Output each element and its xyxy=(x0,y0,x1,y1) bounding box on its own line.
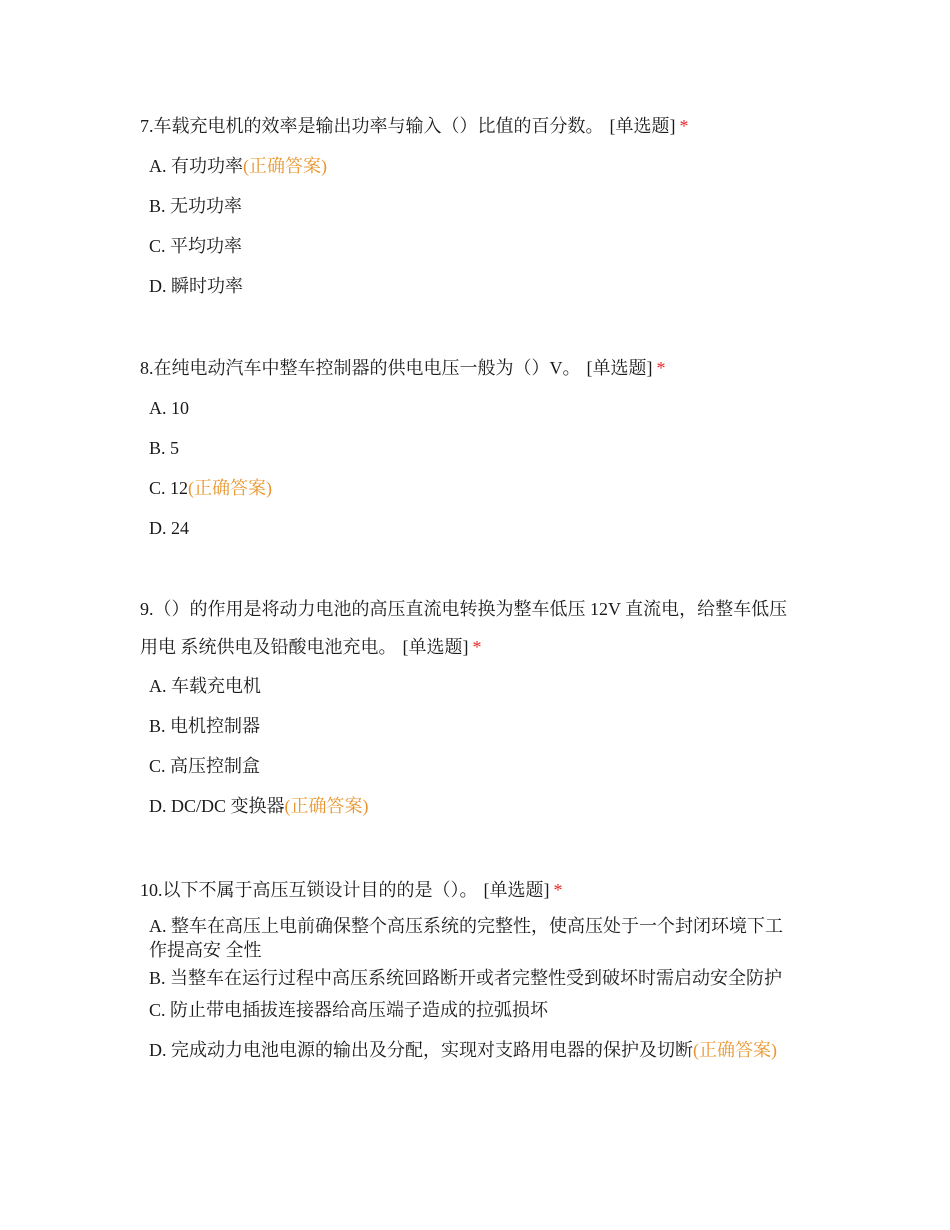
option-text: D. DC/DC 变换器 xyxy=(149,796,285,816)
required-mark: * xyxy=(472,637,482,657)
option-a xyxy=(149,146,820,186)
option-text: A. 10 xyxy=(149,398,189,418)
option-text: D. 24 xyxy=(149,518,189,538)
question-type-label: [单选题] xyxy=(586,358,653,378)
correct-answer-label: (正确答案) xyxy=(243,156,327,176)
option-b xyxy=(149,186,820,226)
option-list xyxy=(140,388,820,548)
option-text: C. 平均功率 xyxy=(149,236,243,256)
correct-answer-label: (正确答案) xyxy=(188,478,273,498)
option-list xyxy=(140,146,820,306)
option-c xyxy=(149,990,820,1030)
option-text: D. 瞬时功率 xyxy=(149,276,243,296)
option-text: C. 防止带电插拔连接器给高压端子造成的拉弧损坏 xyxy=(149,1000,549,1020)
option-text: B. 无功功率 xyxy=(149,196,243,216)
question-text-line-1: 9.（）的作用是将动力电池的高压直流电转换为整车低压 12V 直流电，给整车低压 xyxy=(140,599,788,619)
correct-answer-label: (正确答案) xyxy=(284,796,369,816)
option-d xyxy=(149,1030,820,1070)
option-a xyxy=(149,388,820,428)
option-text: C. 12 xyxy=(149,478,189,498)
option-c xyxy=(149,746,820,786)
required-mark: * xyxy=(679,116,689,136)
question-text: 8.在纯电动汽车中整车控制器的供电电压一般为（）V。 xyxy=(140,358,581,378)
required-mark: * xyxy=(656,358,666,378)
option-list xyxy=(140,666,820,826)
question-title xyxy=(140,870,820,910)
option-a xyxy=(149,666,820,706)
option-text: A. 车载充电机 xyxy=(149,676,261,696)
option-b xyxy=(149,428,820,468)
option-b xyxy=(149,962,799,990)
question-title xyxy=(140,106,820,146)
option-text: B. 5 xyxy=(149,438,180,458)
question-text: 7.车载充电机的效率是输出功率与输入（）比值的百分数。 xyxy=(140,116,604,136)
question-7 xyxy=(140,106,820,306)
question-10 xyxy=(140,870,820,1070)
option-text: B. 当整车在运行过程中高压系统回路断开或者完整性受到破坏时需启动安全防护 xyxy=(149,968,783,988)
correct-answer-label: (正确答案) xyxy=(693,1040,777,1060)
question-text: 10.以下不属于高压互锁设计目的的是（）。 xyxy=(140,880,478,900)
option-b xyxy=(149,706,820,746)
question-9 xyxy=(140,590,820,826)
option-c xyxy=(149,468,820,508)
option-d xyxy=(149,508,820,548)
option-text: C. 高压控制盒 xyxy=(149,756,261,776)
option-d xyxy=(149,786,820,826)
question-title xyxy=(140,348,820,388)
question-8 xyxy=(140,348,820,548)
option-d xyxy=(149,266,820,306)
option-text: D. 完成动力电池电源的输出及分配，实现对支路用电器的保护及切断 xyxy=(149,1040,693,1060)
option-a xyxy=(149,910,799,962)
question-text-line-2: 用电 系统供电及铅酸电池充电。 xyxy=(140,637,397,657)
option-c xyxy=(149,226,820,266)
question-type-label: [单选题] xyxy=(402,637,469,657)
question-type-label: [单选题] xyxy=(609,116,676,136)
required-mark: * xyxy=(553,880,563,900)
question-title xyxy=(140,590,820,666)
option-text: B. 电机控制器 xyxy=(149,716,261,736)
option-list xyxy=(140,910,820,1070)
question-type-label: [单选题] xyxy=(483,880,550,900)
option-text: A. 整车在高压上电前确保整个高压系统的完整性，使高压处于一个封闭环境下工作提高安 全性 xyxy=(149,916,783,960)
option-text: A. 有功功率 xyxy=(149,156,243,176)
